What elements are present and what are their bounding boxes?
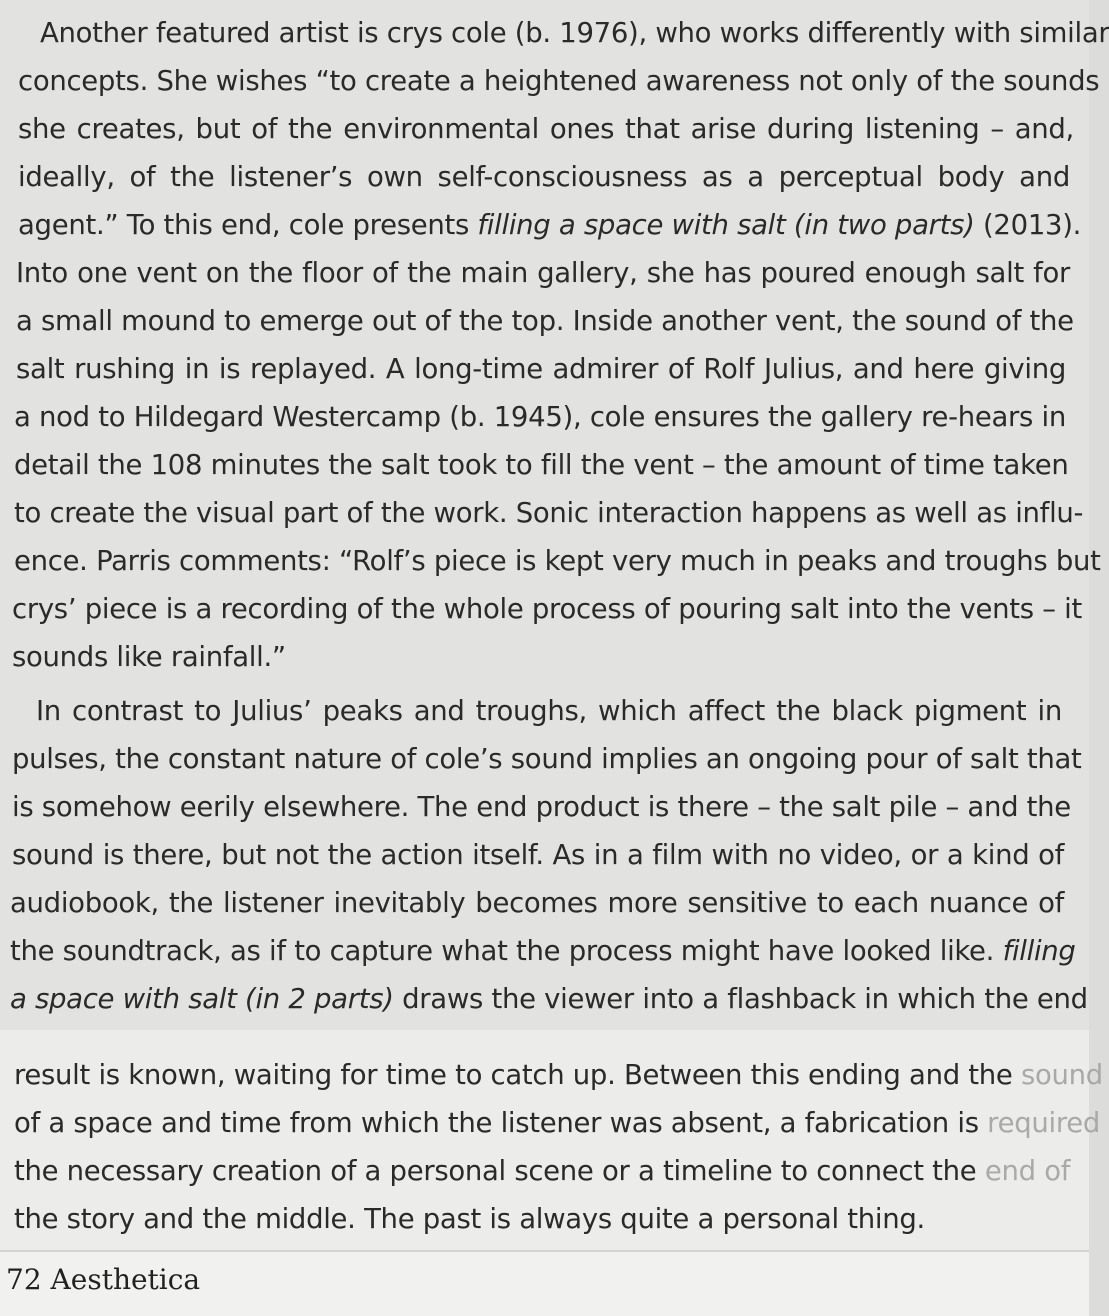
- text-run: the soundtrack, as if to capture what the process might have looked like.: [10, 935, 1003, 967]
- text-run: agent.” To this end, cole presents: [18, 209, 478, 241]
- text-line: sounds like rainfall.”: [12, 641, 286, 673]
- text-line: Another featured artist is crys cole (b. 1976), who works differently with similar: [40, 17, 1109, 49]
- text-line: pulses, the constant nature of cole’s sound implies an ongoing pour of salt that: [12, 743, 1082, 775]
- text-line: the story and the middle. The past is always quite a personal thing.: [14, 1203, 925, 1235]
- text-line: [14, 1154, 1071, 1188]
- text-line: sound is there, but not the action itself. As in a film with no video, or a kind of: [12, 839, 1064, 871]
- text-line: [18, 208, 1082, 242]
- text-line: [14, 1058, 1103, 1092]
- artwork-title: filling a space with salt (in two parts): [477, 209, 975, 241]
- text-line: to create the visual part of the work. Sonic interaction happens as well as influ-: [14, 497, 1084, 529]
- text-run: draws the viewer into a flashback in which the end: [393, 983, 1088, 1015]
- text-line: a nod to Hildegard Westercamp (b. 1945), cole ensures the gallery re-hears in: [14, 401, 1066, 433]
- text-line: Into one vent on the floor of the main gallery, she has poured enough salt for: [16, 257, 1070, 289]
- text-run: the necessary creation of a personal scene or a timeline to connect the: [14, 1155, 985, 1187]
- text-line: concepts. She wishes “to create a heightened awareness not only of the sounds: [18, 65, 1100, 97]
- text-line: [14, 1106, 1100, 1140]
- text-line: she creates, but of the environmental ones that arise during listening – and,: [18, 113, 1074, 145]
- text-line: ideally, of the listener’s own self-consciousness as a perceptual body and: [18, 161, 1070, 193]
- faded-text-run: end of: [984, 1155, 1071, 1187]
- page-folio: 72 Aesthetica: [6, 1263, 201, 1296]
- text-line: crys’ piece is a recording of the whole process of pouring salt into the vents – it: [12, 593, 1082, 625]
- artwork-title: filling: [1002, 935, 1076, 967]
- faded-text-run: sound: [1020, 1059, 1103, 1091]
- text-line: a small mound to emerge out of the top. Inside another vent, the sound of the: [16, 305, 1074, 337]
- text-line: detail the 108 minutes the salt took to fill the vent – the amount of time taken: [14, 449, 1069, 481]
- text-line: [10, 982, 1088, 1016]
- artwork-title: a space with salt (in 2 parts): [10, 983, 394, 1015]
- text-line: salt rushing in is replayed. A long-time admirer of Rolf Julius, and here giving: [16, 353, 1066, 385]
- faded-text-run: required: [987, 1107, 1100, 1139]
- text-line: ence. Parris comments: “Rolf’s piece is kept very much in peaks and troughs but: [14, 545, 1101, 577]
- text-run: of a space and time from which the listener was absent, a fabrication is: [14, 1107, 988, 1139]
- text-run: result is known, waiting for time to catch up. Between this ending and the: [14, 1059, 1021, 1091]
- text-run: (2013).: [974, 209, 1082, 241]
- text-line: is somehow eerily elsewhere. The end product is there – the salt pile – and the: [12, 791, 1071, 823]
- text-line: audiobook, the listener inevitably becomes more sensitive to each nuance of: [10, 887, 1064, 919]
- text-line: [10, 934, 1076, 968]
- text-line: In contrast to Julius’ peaks and troughs, which affect the black pigment in: [36, 695, 1062, 727]
